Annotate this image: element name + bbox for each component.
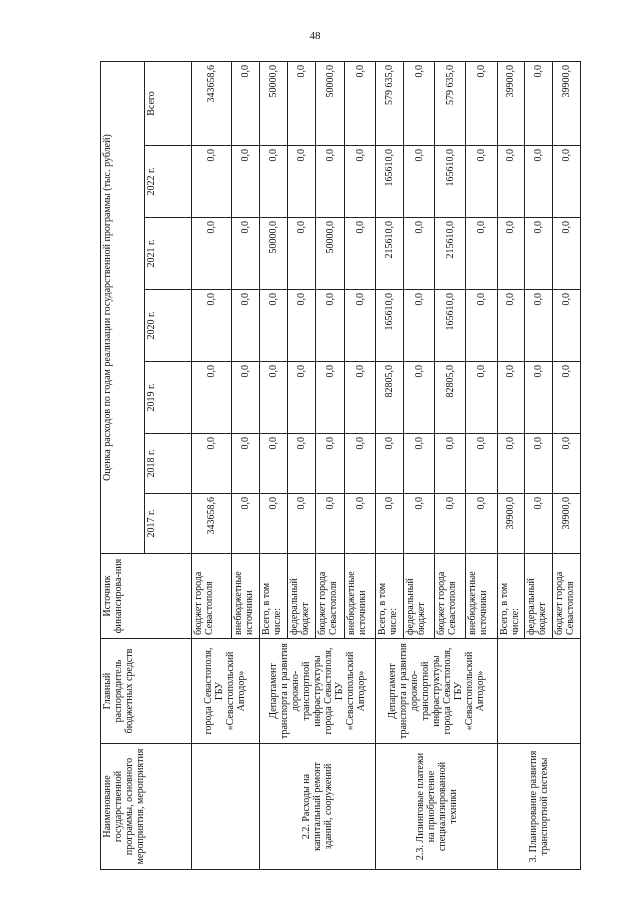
source-cell: федеральный бюджет	[404, 554, 435, 639]
table-row	[376, 61, 404, 869]
executor-cell: Департамент транспорта и развития дорожно-транспортной инфраструктуры города Севастополя, ГБУ «Севастопольский Автодор»	[376, 639, 497, 744]
value-cell: 0,0	[287, 434, 316, 494]
source-cell: бюджет города Севастополя	[192, 554, 232, 639]
value-cell: 0,0	[232, 290, 260, 362]
value-cell: 343658,6	[192, 494, 232, 554]
value-cell: 0,0	[232, 146, 260, 218]
value-cell: 0,0	[525, 434, 553, 494]
rotated-table-wrapper	[100, 62, 581, 870]
value-cell: 0,0	[259, 362, 287, 434]
value-cell: 39900,0	[497, 61, 525, 145]
value-cell: 0,0	[259, 494, 287, 554]
value-cell: 0,0	[345, 61, 376, 145]
value-cell: 82805,0	[435, 362, 466, 434]
header-year: 2018 г.	[145, 434, 192, 494]
value-cell: 0,0	[553, 434, 581, 494]
value-cell: 0,0	[376, 494, 404, 554]
value-cell: 50000,0	[259, 218, 287, 290]
event-name-cell: 3. Планирование развития транспортной системы	[497, 744, 580, 870]
value-cell: 39900,0	[553, 61, 581, 145]
source-cell: Всего, в том числе:	[259, 554, 287, 639]
executor-cell	[497, 639, 580, 744]
value-cell: 50000,0	[259, 61, 287, 145]
value-cell: 0,0	[316, 146, 345, 218]
value-cell: 0,0	[232, 362, 260, 434]
value-cell: 50000,0	[316, 61, 345, 145]
value-cell: 0,0	[404, 434, 435, 494]
value-cell: 0,0	[404, 290, 435, 362]
source-cell: федеральный бюджет	[287, 554, 316, 639]
executor-cell: города Севастополя, ГБУ «Севастопольский Автодор»	[192, 639, 260, 744]
header-year: 2022 г.	[145, 146, 192, 218]
source-cell: внебюджетные источники	[345, 554, 376, 639]
value-cell: 0,0	[287, 494, 316, 554]
value-cell: 0,0	[192, 434, 232, 494]
source-cell: Всего, в том числе:	[376, 554, 404, 639]
value-cell: 0,0	[287, 61, 316, 145]
value-cell: 0,0	[345, 494, 376, 554]
source-cell: бюджет города Севастополя	[316, 554, 345, 639]
value-cell: 215610,0	[435, 218, 466, 290]
value-cell: 0,0	[316, 362, 345, 434]
table-row	[259, 61, 287, 869]
value-cell: 0,0	[259, 290, 287, 362]
value-cell: 0,0	[525, 61, 553, 145]
value-cell: 0,0	[404, 218, 435, 290]
header-year: 2019 г.	[145, 362, 192, 434]
value-cell: 0,0	[232, 494, 260, 554]
value-cell: 0,0	[525, 494, 553, 554]
value-cell: 0,0	[525, 290, 553, 362]
source-cell: бюджет города Севастополя	[435, 554, 466, 639]
value-cell: 0,0	[287, 362, 316, 434]
value-cell: 579 635,0	[376, 61, 404, 145]
header-executor: Главный распорядитель бюджетных средств	[101, 639, 192, 744]
value-cell: 0,0	[345, 362, 376, 434]
value-cell: 0,0	[553, 290, 581, 362]
value-cell: 0,0	[259, 146, 287, 218]
value-cell: 0,0	[259, 434, 287, 494]
value-cell: 0,0	[404, 494, 435, 554]
value-cell: 0,0	[287, 146, 316, 218]
value-cell: 0,0	[553, 146, 581, 218]
header-year: 2017 г.	[145, 494, 192, 554]
value-cell: 0,0	[553, 218, 581, 290]
source-cell: внебюджетные источники	[466, 554, 497, 639]
header-source: Источник финансирова-ния	[101, 554, 192, 639]
table-row	[497, 61, 525, 869]
value-cell: 0,0	[232, 434, 260, 494]
value-cell: 165610,0	[435, 146, 466, 218]
value-cell: 0,0	[497, 146, 525, 218]
value-cell: 0,0	[316, 434, 345, 494]
value-cell: 0,0	[435, 434, 466, 494]
table-row	[192, 61, 232, 869]
value-cell: 0,0	[466, 218, 497, 290]
executor-cell: Департамент транспорта и развития дорожно-транспортной инфраструктуры города Севастополя, ГБУ «Севастопольский Автодор»	[259, 639, 376, 744]
value-cell: 215610,0	[376, 218, 404, 290]
value-cell: 0,0	[466, 146, 497, 218]
value-cell: 0,0	[287, 290, 316, 362]
value-cell: 0,0	[525, 146, 553, 218]
value-cell: 0,0	[466, 61, 497, 145]
value-cell: 0,0	[553, 362, 581, 434]
value-cell: 0,0	[376, 434, 404, 494]
value-cell: 50000,0	[316, 218, 345, 290]
value-cell: 0,0	[497, 290, 525, 362]
value-cell: 0,0	[232, 218, 260, 290]
header-year: Всего	[145, 61, 192, 145]
page-number: 48	[309, 30, 321, 42]
value-cell: 0,0	[345, 434, 376, 494]
value-cell: 0,0	[525, 218, 553, 290]
value-cell: 0,0	[466, 434, 497, 494]
value-cell: 0,0	[497, 434, 525, 494]
value-cell: 0,0	[345, 218, 376, 290]
value-cell: 0,0	[316, 290, 345, 362]
event-name-cell: 2.2. Расходы на капитальный ремонт зданий, сооружений	[259, 744, 376, 870]
value-cell: 0,0	[497, 218, 525, 290]
value-cell: 0,0	[466, 494, 497, 554]
value-cell: 0,0	[404, 146, 435, 218]
value-cell: 165610,0	[376, 146, 404, 218]
event-name-cell: 2.3. Лизинговые платежи на приобретение специализированной техники	[376, 744, 497, 870]
source-cell: федеральный бюджет	[525, 554, 553, 639]
value-cell: 0,0	[404, 362, 435, 434]
value-cell: 0,0	[345, 290, 376, 362]
value-cell: 0,0	[232, 61, 260, 145]
value-cell: 0,0	[435, 494, 466, 554]
value-cell: 39900,0	[553, 494, 581, 554]
value-cell: 165610,0	[435, 290, 466, 362]
value-cell: 0,0	[525, 362, 553, 434]
header-year: 2020 г.	[145, 290, 192, 362]
source-cell: бюджет города Севастополя	[553, 554, 581, 639]
event-name-cell	[192, 744, 260, 870]
table-header	[101, 61, 192, 869]
table-body	[192, 61, 581, 869]
header-name: Наименование государственной программы, основного мероприятия, мероприятия	[101, 744, 192, 870]
value-cell: 0,0	[192, 146, 232, 218]
value-cell: 0,0	[287, 218, 316, 290]
source-cell: внебюджетные источники	[232, 554, 260, 639]
header-year: 2021 г.	[145, 218, 192, 290]
value-cell: 0,0	[466, 290, 497, 362]
header-estimate: Оценка расходов по годам реализации государственной программы (тыс. рублей)	[101, 61, 145, 553]
value-cell: 0,0	[345, 146, 376, 218]
value-cell: 165610,0	[376, 290, 404, 362]
value-cell: 0,0	[497, 362, 525, 434]
value-cell: 0,0	[466, 362, 497, 434]
source-cell: Всего, в том числе:	[497, 554, 525, 639]
value-cell: 82805,0	[376, 362, 404, 434]
value-cell: 0,0	[192, 218, 232, 290]
value-cell: 343658,6	[192, 61, 232, 145]
value-cell: 39900,0	[497, 494, 525, 554]
value-cell: 0,0	[192, 362, 232, 434]
value-cell: 0,0	[192, 290, 232, 362]
value-cell: 0,0	[404, 61, 435, 145]
value-cell: 0,0	[316, 494, 345, 554]
value-cell: 579 635,0	[435, 61, 466, 145]
budget-table	[100, 61, 581, 870]
